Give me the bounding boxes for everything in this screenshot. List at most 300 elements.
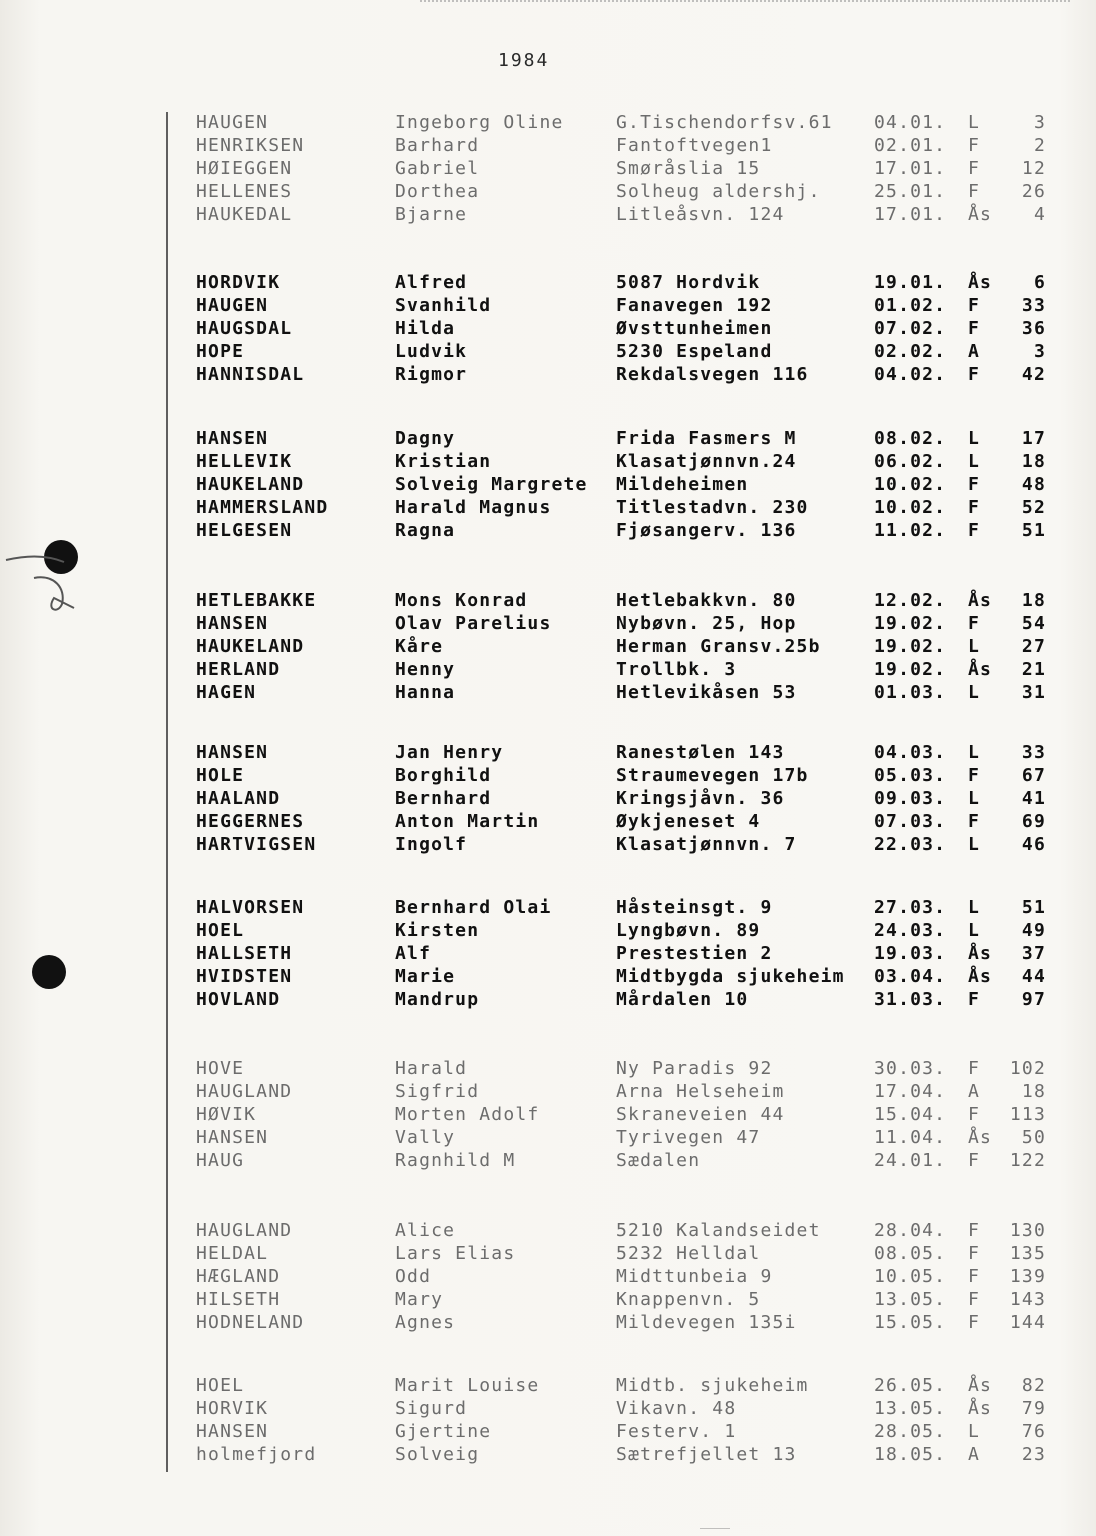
register-row — [0, 659, 1096, 682]
surname-cell: HALLSETH — [196, 943, 293, 964]
age-cell: 12 — [1021, 158, 1046, 179]
given-cell: Ragnhild M — [395, 1150, 516, 1171]
code-cell: F — [968, 1312, 981, 1333]
register-row — [0, 1127, 1096, 1150]
age-cell: 41 — [1021, 788, 1046, 809]
surname-cell: HANSEN — [196, 613, 269, 634]
given-cell: Morten Adolf — [395, 1104, 540, 1125]
age-cell: 46 — [1021, 834, 1046, 855]
given-cell: Anton Martin — [395, 811, 540, 832]
address-cell: Hetlebakkvn. 80 — [616, 590, 797, 611]
register-row — [0, 920, 1096, 943]
address-cell: Mårdalen 10 — [616, 989, 749, 1010]
code-cell: F — [968, 765, 981, 786]
date-cell: 22.03. — [874, 834, 947, 855]
address-cell: Litleåsvn. 124 — [616, 204, 785, 225]
code-cell: F — [968, 318, 981, 339]
register-row — [0, 765, 1096, 788]
code-cell: L — [968, 451, 981, 472]
age-cell: 18 — [1021, 1081, 1046, 1102]
surname-cell: HALVORSEN — [196, 897, 305, 918]
age-cell: 97 — [1021, 989, 1046, 1010]
register-row — [0, 788, 1096, 811]
age-cell: 135 — [1009, 1243, 1046, 1264]
date-cell: 02.01. — [874, 135, 947, 156]
code-cell: F — [968, 811, 981, 832]
code-cell: Ås — [968, 204, 993, 225]
given-cell: Mary — [395, 1289, 444, 1310]
address-cell: Rekdalsvegen 116 — [616, 364, 809, 385]
age-cell: 51 — [1021, 520, 1046, 541]
code-cell: L — [968, 920, 981, 941]
code-cell: Ås — [968, 1398, 993, 1419]
surname-cell: HELGESEN — [196, 520, 293, 541]
date-cell: 10.02. — [874, 474, 947, 495]
address-cell: Fantoftvegen1 — [616, 135, 773, 156]
given-cell: Bjarne — [395, 204, 468, 225]
address-cell: Herman Gransv.25b — [616, 636, 821, 657]
age-cell: 48 — [1021, 474, 1046, 495]
code-cell: F — [968, 1058, 981, 1079]
surname-cell: HAGEN — [196, 682, 257, 703]
age-cell: 21 — [1021, 659, 1046, 680]
register-row — [0, 272, 1096, 295]
address-cell: Klasatjønnvn. 7 — [616, 834, 797, 855]
surname-cell: HOEL — [196, 1375, 245, 1396]
age-cell: 69 — [1021, 811, 1046, 832]
register-row — [0, 897, 1096, 920]
given-cell: Kristian — [395, 451, 492, 472]
entry-group — [0, 112, 1096, 227]
age-cell: 36 — [1021, 318, 1046, 339]
entry-group — [0, 1375, 1096, 1467]
date-cell: 04.01. — [874, 112, 947, 133]
date-cell: 15.04. — [874, 1104, 947, 1125]
date-cell: 19.02. — [874, 636, 947, 657]
given-cell: Solveig — [395, 1444, 480, 1465]
address-cell: 5087 Hordvik — [616, 272, 761, 293]
age-cell: 33 — [1021, 295, 1046, 316]
date-cell: 01.03. — [874, 682, 947, 703]
date-cell: 26.05. — [874, 1375, 947, 1396]
top-edge-mark — [420, 0, 1070, 5]
address-cell: Midtb. sjukeheim — [616, 1375, 809, 1396]
surname-cell: HOVE — [196, 1058, 245, 1079]
surname-cell: holmefjord — [196, 1444, 317, 1465]
address-cell: Lyngbøvn. 89 — [616, 920, 761, 941]
age-cell: 27 — [1021, 636, 1046, 657]
address-cell: Straumevegen 17b — [616, 765, 809, 786]
address-cell: Øvsttunheimen — [616, 318, 773, 339]
given-cell: Rigmor — [395, 364, 468, 385]
address-cell: Smøråslia 15 — [616, 158, 761, 179]
surname-cell: HOEL — [196, 920, 245, 941]
age-cell: 31 — [1021, 682, 1046, 703]
surname-cell: HVIDSTEN — [196, 966, 293, 987]
address-cell: 5232 Helldal — [616, 1243, 761, 1264]
given-cell: Solveig Margrete — [395, 474, 588, 495]
code-cell: F — [968, 1243, 981, 1264]
date-cell: 25.01. — [874, 181, 947, 202]
register-row — [0, 613, 1096, 636]
register-row — [0, 204, 1096, 227]
age-cell: 17 — [1021, 428, 1046, 449]
code-cell: F — [968, 1289, 981, 1310]
register-row — [0, 590, 1096, 613]
given-cell: Alice — [395, 1220, 456, 1241]
address-cell: Solheug aldershj. — [616, 181, 821, 202]
register-row — [0, 966, 1096, 989]
given-cell: Ingolf — [395, 834, 468, 855]
given-cell: Marie — [395, 966, 456, 987]
age-cell: 67 — [1021, 765, 1046, 786]
age-cell: 79 — [1021, 1398, 1046, 1419]
address-cell: Fjøsangerv. 136 — [616, 520, 797, 541]
age-cell: 33 — [1021, 742, 1046, 763]
age-cell: 18 — [1021, 590, 1046, 611]
given-cell: Hanna — [395, 682, 456, 703]
date-cell: 09.03. — [874, 788, 947, 809]
age-cell: 122 — [1009, 1150, 1046, 1171]
surname-cell: HAUGSDAL — [196, 318, 293, 339]
given-cell: Sigurd — [395, 1398, 468, 1419]
date-cell: 13.05. — [874, 1398, 947, 1419]
age-cell: 3 — [1033, 341, 1046, 362]
given-cell: Harald Magnus — [395, 497, 552, 518]
address-cell: Mildevegen 135i — [616, 1312, 797, 1333]
given-cell: Dorthea — [395, 181, 480, 202]
address-cell: Knappenvn. 5 — [616, 1289, 761, 1310]
given-cell: Agnes — [395, 1312, 456, 1333]
register-row — [0, 636, 1096, 659]
register-row — [0, 1398, 1096, 1421]
date-cell: 11.04. — [874, 1127, 947, 1148]
surname-cell: HAUGEN — [196, 295, 269, 316]
address-cell: Ny Paradis 92 — [616, 1058, 773, 1079]
address-cell: Titlestadvn. 230 — [616, 497, 809, 518]
register-row — [0, 497, 1096, 520]
register-row — [0, 742, 1096, 765]
date-cell: 12.02. — [874, 590, 947, 611]
given-cell: Ludvik — [395, 341, 468, 362]
register-row — [0, 989, 1096, 1012]
register-row — [0, 1081, 1096, 1104]
register-row — [0, 474, 1096, 497]
address-cell: Hetlevikåsen 53 — [616, 682, 797, 703]
register-row — [0, 943, 1096, 966]
given-cell: Ragna — [395, 520, 456, 541]
address-cell: Nybøvn. 25, Hop — [616, 613, 797, 634]
surname-cell: HANSEN — [196, 1421, 269, 1442]
given-cell: Ingeborg Oline — [395, 112, 564, 133]
register-row — [0, 428, 1096, 451]
address-cell: Øykjeneset 4 — [616, 811, 761, 832]
given-cell: Odd — [395, 1266, 432, 1287]
code-cell: L — [968, 897, 981, 918]
age-cell: 23 — [1021, 1444, 1046, 1465]
code-cell: F — [968, 295, 981, 316]
register-row — [0, 682, 1096, 705]
code-cell: Ås — [968, 272, 993, 293]
age-cell: 102 — [1009, 1058, 1046, 1079]
address-cell: Fanavegen 192 — [616, 295, 773, 316]
code-cell: F — [968, 181, 981, 202]
date-cell: 31.03. — [874, 989, 947, 1010]
code-cell: F — [968, 1104, 981, 1125]
surname-cell: HETLEBAKKE — [196, 590, 317, 611]
surname-cell: HELLENES — [196, 181, 293, 202]
given-cell: Alfred — [395, 272, 468, 293]
address-cell: Håsteinsgt. 9 — [616, 897, 773, 918]
address-cell: G.Tischendorfsv.61 — [616, 112, 833, 133]
surname-cell: HORDVIK — [196, 272, 281, 293]
code-cell: Ås — [968, 966, 993, 987]
code-cell: Ås — [968, 590, 993, 611]
date-cell: 24.01. — [874, 1150, 947, 1171]
address-cell: Midtbygda sjukeheim — [616, 966, 845, 987]
code-cell: F — [968, 1220, 981, 1241]
code-cell: F — [968, 474, 981, 495]
code-cell: F — [968, 613, 981, 634]
given-cell: Svanhild — [395, 295, 492, 316]
date-cell: 17.04. — [874, 1081, 947, 1102]
given-cell: Mandrup — [395, 989, 480, 1010]
given-cell: Bernhard — [395, 788, 492, 809]
address-cell: Trollbk. 3 — [616, 659, 737, 680]
surname-cell: HAUKELAND — [196, 636, 305, 657]
date-cell: 02.02. — [874, 341, 947, 362]
code-cell: A — [968, 1444, 981, 1465]
surname-cell: HELLEVIK — [196, 451, 293, 472]
register-row — [0, 1421, 1096, 1444]
register-row — [0, 1289, 1096, 1312]
address-cell: Klasatjønnvn.24 — [616, 451, 797, 472]
surname-cell: HOVLAND — [196, 989, 281, 1010]
code-cell: Ås — [968, 1127, 993, 1148]
address-cell: Kringsjåvn. 36 — [616, 788, 785, 809]
code-cell: F — [968, 520, 981, 541]
date-cell: 28.04. — [874, 1220, 947, 1241]
register-row — [0, 1266, 1096, 1289]
entry-group — [0, 272, 1096, 387]
surname-cell: HAUKEDAL — [196, 204, 293, 225]
given-cell: Vally — [395, 1127, 456, 1148]
code-cell: L — [968, 1421, 981, 1442]
register-row — [0, 364, 1096, 387]
register-row — [0, 834, 1096, 857]
register-row — [0, 112, 1096, 135]
age-cell: 52 — [1021, 497, 1046, 518]
register-row — [0, 1312, 1096, 1335]
code-cell: L — [968, 682, 981, 703]
surname-cell: HAUGLAND — [196, 1081, 293, 1102]
entry-group — [0, 897, 1096, 1012]
surname-cell: HOPE — [196, 341, 245, 362]
address-cell: Arna Helseheim — [616, 1081, 785, 1102]
date-cell: 07.03. — [874, 811, 947, 832]
date-cell: 17.01. — [874, 204, 947, 225]
surname-cell: HÆGLAND — [196, 1266, 281, 1287]
entry-group — [0, 428, 1096, 543]
code-cell: F — [968, 1266, 981, 1287]
surname-cell: HAUKELAND — [196, 474, 305, 495]
code-cell: L — [968, 112, 981, 133]
address-cell: Ranestølen 143 — [616, 742, 785, 763]
page-year: 1984 — [498, 50, 550, 71]
date-cell: 05.03. — [874, 765, 947, 786]
given-cell: Olav Parelius — [395, 613, 552, 634]
register-row — [0, 181, 1096, 204]
date-cell: 27.03. — [874, 897, 947, 918]
register-row — [0, 1375, 1096, 1398]
given-cell: Hilda — [395, 318, 456, 339]
register-row — [0, 1243, 1096, 1266]
surname-cell: HAUGEN — [196, 112, 269, 133]
code-cell: L — [968, 742, 981, 763]
date-cell: 19.02. — [874, 613, 947, 634]
age-cell: 82 — [1021, 1375, 1046, 1396]
register-row — [0, 158, 1096, 181]
age-cell: 4 — [1033, 204, 1046, 225]
entry-group — [0, 590, 1096, 705]
surname-cell: HAUGLAND — [196, 1220, 293, 1241]
address-cell: Prestestien 2 — [616, 943, 773, 964]
date-cell: 06.02. — [874, 451, 947, 472]
date-cell: 18.05. — [874, 1444, 947, 1465]
age-cell: 42 — [1021, 364, 1046, 385]
code-cell: Ås — [968, 1375, 993, 1396]
bottom-mark — [700, 1520, 730, 1529]
code-cell: Ås — [968, 659, 993, 680]
date-cell: 24.03. — [874, 920, 947, 941]
surname-cell: HAUG — [196, 1150, 245, 1171]
age-cell: 51 — [1021, 897, 1046, 918]
register-row — [0, 295, 1096, 318]
date-cell: 08.02. — [874, 428, 947, 449]
given-cell: Kirsten — [395, 920, 480, 941]
address-cell: Sædalen — [616, 1150, 701, 1171]
age-cell: 143 — [1009, 1289, 1046, 1310]
code-cell: L — [968, 834, 981, 855]
date-cell: 04.02. — [874, 364, 947, 385]
given-cell: Harald — [395, 1058, 468, 1079]
surname-cell: HENRIKSEN — [196, 135, 305, 156]
given-cell: Borghild — [395, 765, 492, 786]
register-row — [0, 135, 1096, 158]
age-cell: 139 — [1009, 1266, 1046, 1287]
surname-cell: HANSEN — [196, 1127, 269, 1148]
given-cell: Henny — [395, 659, 456, 680]
date-cell: 03.04. — [874, 966, 947, 987]
code-cell: L — [968, 636, 981, 657]
date-cell: 30.03. — [874, 1058, 947, 1079]
code-cell: A — [968, 1081, 981, 1102]
date-cell: 10.02. — [874, 497, 947, 518]
register-row — [0, 318, 1096, 341]
register-row — [0, 520, 1096, 543]
entry-group — [0, 742, 1096, 857]
surname-cell: HERLAND — [196, 659, 281, 680]
date-cell: 19.02. — [874, 659, 947, 680]
date-cell: 19.03. — [874, 943, 947, 964]
address-cell: 5210 Kalandseidet — [616, 1220, 821, 1241]
age-cell: 144 — [1009, 1312, 1046, 1333]
register-row — [0, 1444, 1096, 1467]
code-cell: F — [968, 135, 981, 156]
surname-cell: HOLE — [196, 765, 245, 786]
age-cell: 49 — [1021, 920, 1046, 941]
age-cell: 50 — [1021, 1127, 1046, 1148]
given-cell: Dagny — [395, 428, 456, 449]
given-cell: Alf — [395, 943, 432, 964]
surname-cell: HØIEGGEN — [196, 158, 293, 179]
entry-group — [0, 1058, 1096, 1173]
surname-cell: HELDAL — [196, 1243, 269, 1264]
code-cell: A — [968, 341, 981, 362]
age-cell: 26 — [1021, 181, 1046, 202]
register-row — [0, 811, 1096, 834]
date-cell: 11.02. — [874, 520, 947, 541]
date-cell: 17.01. — [874, 158, 947, 179]
date-cell: 10.05. — [874, 1266, 947, 1287]
given-cell: Kåre — [395, 636, 444, 657]
age-cell: 6 — [1033, 272, 1046, 293]
surname-cell: HARTVIGSEN — [196, 834, 317, 855]
age-cell: 130 — [1009, 1220, 1046, 1241]
surname-cell: HANSEN — [196, 428, 269, 449]
date-cell: 01.02. — [874, 295, 947, 316]
register-row — [0, 451, 1096, 474]
date-cell: 15.05. — [874, 1312, 947, 1333]
register-row — [0, 341, 1096, 364]
date-cell: 04.03. — [874, 742, 947, 763]
surname-cell: HODNELAND — [196, 1312, 305, 1333]
date-cell: 13.05. — [874, 1289, 947, 1310]
given-cell: Sigfrid — [395, 1081, 480, 1102]
register-row — [0, 1150, 1096, 1173]
address-cell: Skraneveien 44 — [616, 1104, 785, 1125]
age-cell: 113 — [1009, 1104, 1046, 1125]
given-cell: Jan Henry — [395, 742, 504, 763]
date-cell: 28.05. — [874, 1421, 947, 1442]
address-cell: Vikavn. 48 — [616, 1398, 737, 1419]
age-cell: 37 — [1021, 943, 1046, 964]
address-cell: Frida Fasmers M — [616, 428, 797, 449]
surname-cell: HØVIK — [196, 1104, 257, 1125]
given-cell: Marit Louise — [395, 1375, 540, 1396]
register-row — [0, 1058, 1096, 1081]
age-cell: 76 — [1021, 1421, 1046, 1442]
address-cell: Sætrefjellet 13 — [616, 1444, 797, 1465]
age-cell: 54 — [1021, 613, 1046, 634]
surname-cell: HAMMERSLAND — [196, 497, 329, 518]
entry-group — [0, 1220, 1096, 1335]
given-cell: Bernhard Olai — [395, 897, 552, 918]
given-cell: Barhard — [395, 135, 480, 156]
age-cell: 2 — [1033, 135, 1046, 156]
date-cell: 07.02. — [874, 318, 947, 339]
address-cell: Tyrivegen 47 — [616, 1127, 761, 1148]
given-cell: Gabriel — [395, 158, 480, 179]
age-cell: 3 — [1033, 112, 1046, 133]
address-cell: Mildeheimen — [616, 474, 749, 495]
age-cell: 18 — [1021, 451, 1046, 472]
code-cell: F — [968, 364, 981, 385]
surname-cell: HANSEN — [196, 742, 269, 763]
surname-cell: HILSETH — [196, 1289, 281, 1310]
address-cell: Festerv. 1 — [616, 1421, 737, 1442]
code-cell: F — [968, 158, 981, 179]
